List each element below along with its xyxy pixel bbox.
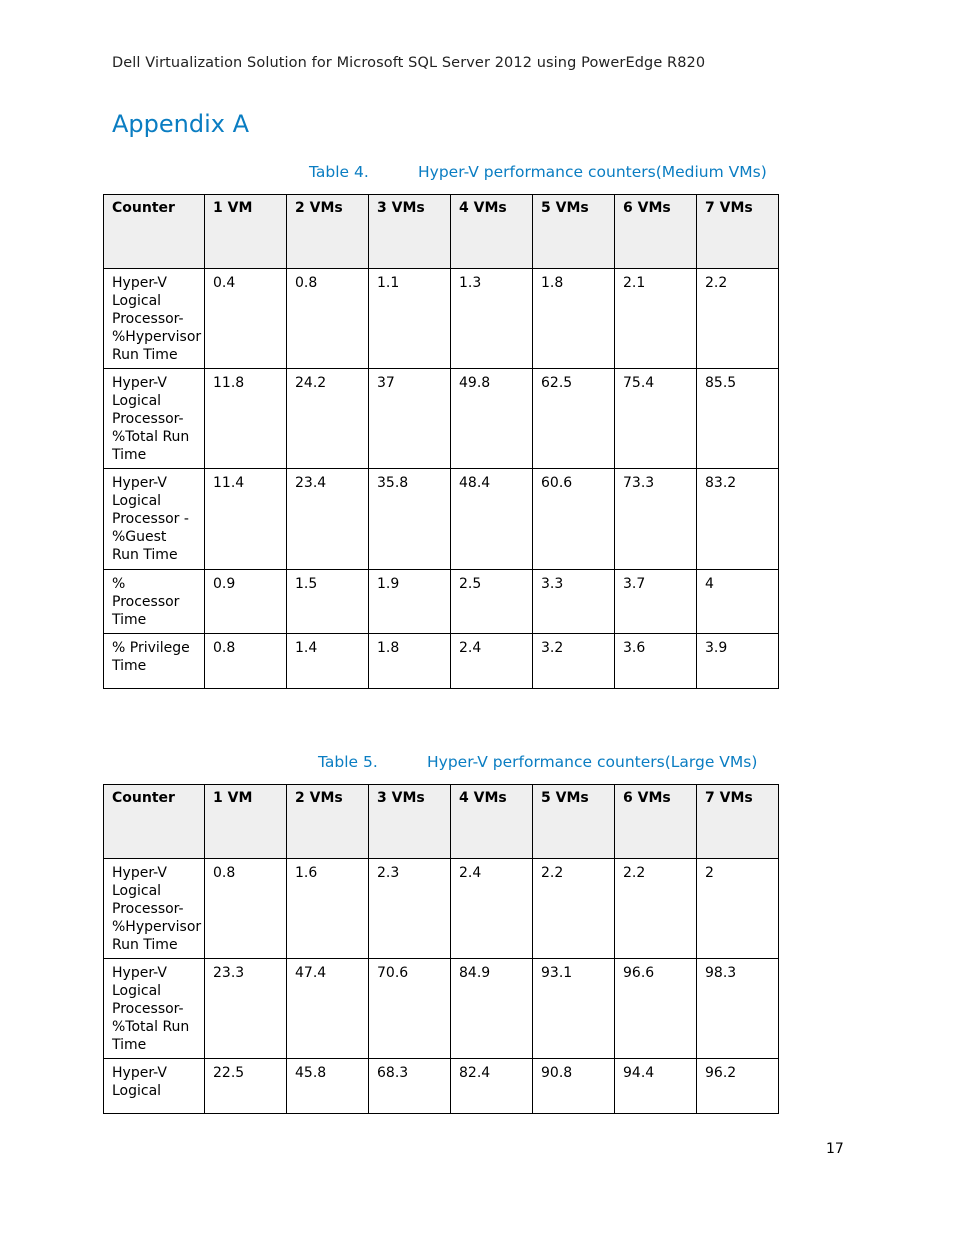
column-header: Counter — [104, 785, 205, 859]
value-cell: 96.2 — [697, 1059, 779, 1114]
column-header: 2 VMs — [287, 785, 369, 859]
value-cell: 70.6 — [369, 959, 451, 1059]
table-caption-text: Hyper-V performance counters(Large VMs) — [427, 753, 758, 771]
value-cell: 85.5 — [697, 369, 779, 469]
table-5 — [103, 784, 779, 1114]
value-cell: 47.4 — [287, 959, 369, 1059]
column-header: 3 VMs — [369, 195, 451, 269]
counter-name-cell: Hyper-V Logical Processor-%Total Run Time — [104, 959, 205, 1059]
table-row — [104, 269, 779, 369]
value-cell: 23.4 — [287, 469, 369, 570]
counter-name-cell: Hyper-V Logical Processor - %Guest Run Time — [104, 469, 205, 570]
value-cell: 2.2 — [697, 269, 779, 369]
value-cell: 73.3 — [615, 469, 697, 570]
table-caption-number: Table 4. — [309, 163, 369, 181]
table-row — [104, 859, 779, 959]
value-cell: 75.4 — [615, 369, 697, 469]
value-cell: 1.9 — [369, 570, 451, 634]
page-number: 17 — [826, 1141, 844, 1157]
value-cell: 2.2 — [533, 859, 615, 959]
table-caption-text: Hyper-V performance counters(Medium VMs) — [418, 163, 767, 181]
counter-name-cell: % Privilege Time — [104, 634, 205, 689]
value-cell: 94.4 — [615, 1059, 697, 1114]
table-row — [104, 959, 779, 1059]
value-cell: 2.3 — [369, 859, 451, 959]
value-cell: 84.9 — [451, 959, 533, 1059]
section-title: Appendix A — [112, 110, 250, 138]
table-row — [104, 369, 779, 469]
value-cell: 1.5 — [287, 570, 369, 634]
value-cell: 3.6 — [615, 634, 697, 689]
value-cell: 48.4 — [451, 469, 533, 570]
counter-name-cell: Hyper-V Logical Processor-%Hypervisor Run Time — [104, 859, 205, 959]
value-cell: 3.9 — [697, 634, 779, 689]
counter-name-cell: Hyper-V Logical — [104, 1059, 205, 1114]
value-cell: 4 — [697, 570, 779, 634]
running-header: Dell Virtualization Solution for Microsoft SQL Server 2012 using PowerEdge R820 — [112, 55, 706, 71]
table-4 — [103, 194, 779, 689]
column-header: 7 VMs — [697, 785, 779, 859]
value-cell: 3.7 — [615, 570, 697, 634]
column-header: 7 VMs — [697, 195, 779, 269]
table-5-caption — [318, 753, 757, 771]
column-header: 4 VMs — [451, 785, 533, 859]
value-cell: 1.1 — [369, 269, 451, 369]
value-cell: 45.8 — [287, 1059, 369, 1114]
value-cell: 1.8 — [369, 634, 451, 689]
value-cell: 82.4 — [451, 1059, 533, 1114]
value-cell: 1.6 — [287, 859, 369, 959]
column-header: 3 VMs — [369, 785, 451, 859]
value-cell: 2.1 — [615, 269, 697, 369]
value-cell: 0.9 — [205, 570, 287, 634]
value-cell: 83.2 — [697, 469, 779, 570]
value-cell: 0.8 — [205, 634, 287, 689]
column-header: 1 VM — [205, 195, 287, 269]
table-row — [104, 1059, 779, 1114]
value-cell: 23.3 — [205, 959, 287, 1059]
table-row — [104, 570, 779, 634]
value-cell: 35.8 — [369, 469, 451, 570]
value-cell: 37 — [369, 369, 451, 469]
column-header: 5 VMs — [533, 785, 615, 859]
value-cell: 60.6 — [533, 469, 615, 570]
column-header: 6 VMs — [615, 195, 697, 269]
value-cell: 0.8 — [287, 269, 369, 369]
value-cell: 68.3 — [369, 1059, 451, 1114]
table-row — [104, 634, 779, 689]
value-cell: 11.4 — [205, 469, 287, 570]
value-cell: 1.3 — [451, 269, 533, 369]
value-cell: 11.8 — [205, 369, 287, 469]
value-cell: 2.4 — [451, 859, 533, 959]
value-cell: 49.8 — [451, 369, 533, 469]
column-header: 4 VMs — [451, 195, 533, 269]
value-cell: 0.8 — [205, 859, 287, 959]
value-cell: 1.4 — [287, 634, 369, 689]
column-header: 5 VMs — [533, 195, 615, 269]
counter-name-cell: Hyper-V Logical Processor-%Total Run Time — [104, 369, 205, 469]
counter-name-cell: % Processor Time — [104, 570, 205, 634]
value-cell: 2.2 — [615, 859, 697, 959]
value-cell: 24.2 — [287, 369, 369, 469]
value-cell: 2.5 — [451, 570, 533, 634]
value-cell: 3.2 — [533, 634, 615, 689]
value-cell: 2 — [697, 859, 779, 959]
value-cell: 3.3 — [533, 570, 615, 634]
table-header-row — [104, 195, 779, 269]
column-header: 1 VM — [205, 785, 287, 859]
counter-name-cell: Hyper-V Logical Processor-%Hypervisor Run Time — [104, 269, 205, 369]
value-cell: 2.4 — [451, 634, 533, 689]
value-cell: 1.8 — [533, 269, 615, 369]
value-cell: 96.6 — [615, 959, 697, 1059]
table-4-caption — [309, 163, 767, 181]
value-cell: 62.5 — [533, 369, 615, 469]
table-header-row — [104, 785, 779, 859]
column-header: 2 VMs — [287, 195, 369, 269]
value-cell: 22.5 — [205, 1059, 287, 1114]
column-header: 6 VMs — [615, 785, 697, 859]
value-cell: 98.3 — [697, 959, 779, 1059]
column-header: Counter — [104, 195, 205, 269]
value-cell: 0.4 — [205, 269, 287, 369]
table-row — [104, 469, 779, 570]
value-cell: 93.1 — [533, 959, 615, 1059]
value-cell: 90.8 — [533, 1059, 615, 1114]
table-caption-number: Table 5. — [318, 753, 378, 771]
